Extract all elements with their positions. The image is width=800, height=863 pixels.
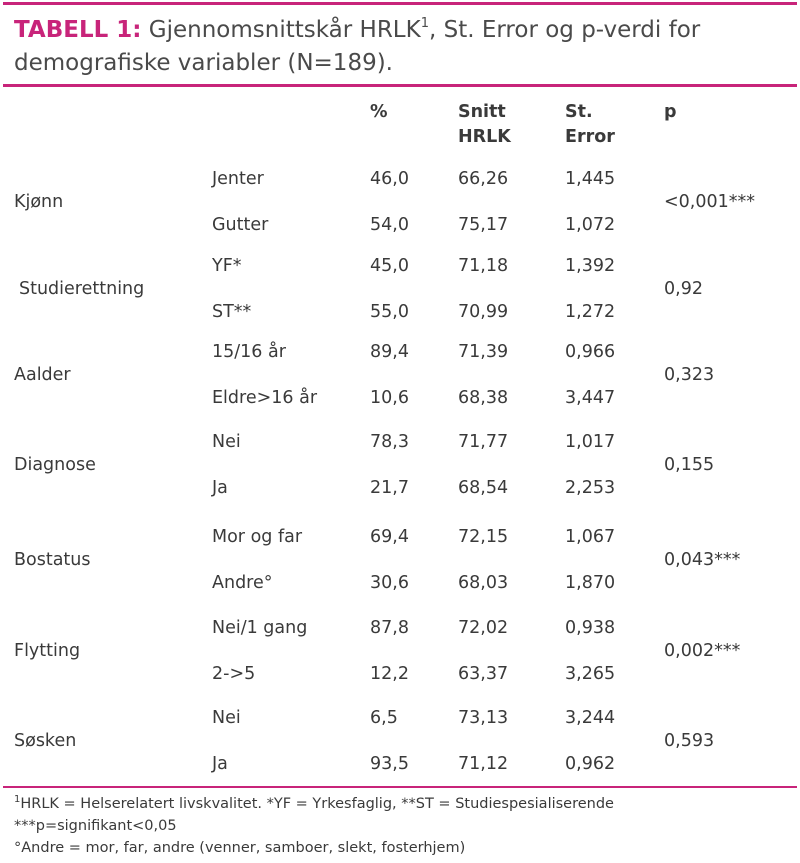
percent-value: 54,0 [370,215,409,235]
category-label: Mor og far [212,527,303,547]
category-label: Eldre>16 år [212,388,318,408]
mean-hrlk-value: 68,38 [458,388,509,408]
category-label: Ja [212,478,228,498]
percent-value: 6,5 [370,708,398,728]
p-value: 0,002*** [664,641,741,661]
percent-value: 89,4 [370,342,409,362]
title-line-2: demografiske variabler (N=189). [14,50,393,76]
title-text-rest: , St. Error og p-verdi for [428,17,701,43]
percent-value: 78,3 [370,432,409,452]
percent-value: 87,8 [370,618,409,638]
variable-label: Diagnose [14,455,96,475]
variable-label: Bostatus [14,550,91,570]
p-value: 0,593 [664,731,715,751]
p-value: 0,155 [664,455,715,475]
st-error-value: 3,244 [565,708,616,728]
title-text: Gjennomsnittskår HRLK [148,17,421,43]
percent-value: 69,4 [370,527,409,547]
percent-value: 46,0 [370,169,409,189]
mean-hrlk-value: 71,12 [458,754,509,774]
category-label: Andre° [212,573,273,593]
mean-hrlk-value: 72,02 [458,618,509,638]
category-label: ST** [212,302,252,322]
footnote-1 [14,795,614,814]
mean-hrlk-value: 68,54 [458,478,509,498]
st-error-value: 1,067 [565,527,616,547]
category-label: 2->5 [212,664,256,684]
p-value: 0,92 [664,279,703,299]
mean-hrlk-value: 66,26 [458,169,509,189]
title-superscript: 1 [420,16,429,31]
mean-hrlk-value: 68,03 [458,573,509,593]
variable-label: Studierettning [19,279,145,299]
p-value: 0,043*** [664,550,741,570]
mean-hrlk-value: 75,17 [458,215,509,235]
st-error-value: 1,017 [565,432,616,452]
footnote-3: °Andre = mor, far, andre (venner, samboer, slekt, fosterhjem) [14,840,466,856]
percent-value: 55,0 [370,302,409,322]
percent-value: 93,5 [370,754,409,774]
st-error-value: 3,265 [565,664,616,684]
st-error-value: 0,938 [565,618,616,638]
bottom-rule [3,786,797,788]
st-error-value: 1,272 [565,302,616,322]
category-label: Gutter [212,215,269,235]
st-error-value: 1,870 [565,573,616,593]
percent-value: 12,2 [370,664,409,684]
variable-label: Flytting [14,641,81,661]
table-title [14,14,784,80]
mean-hrlk-value: 71,18 [458,256,509,276]
footnote-1-marker: 1 [14,794,21,805]
category-label: Nei/1 gang [212,618,308,638]
p-value: 0,323 [664,365,715,385]
category-label: YF* [212,256,242,276]
mean-hrlk-value: 63,37 [458,664,509,684]
st-error-value: 0,962 [565,754,616,774]
category-label: Jenter [212,169,264,189]
title-line-1 [14,14,784,47]
percent-value: 10,6 [370,388,409,408]
header-percent: % [370,102,388,122]
header-p: p [664,102,677,122]
st-error-value: 2,253 [565,478,616,498]
mean-hrlk-value: 71,77 [458,432,509,452]
mean-hrlk-value: 70,99 [458,302,509,322]
p-value: <0,001*** [664,192,756,212]
variable-label: Kjønn [14,192,64,212]
percent-value: 30,6 [370,573,409,593]
category-label: Ja [212,754,228,774]
st-error-value: 1,445 [565,169,616,189]
title-rule [3,84,797,87]
mean-hrlk-value: 71,39 [458,342,509,362]
footnote-1-text: HRLK = Helserelatert livskvalitet. *YF = Yrkesfaglig, **ST = Studiespesialiserende [20,796,614,812]
header-mean-line2: HRLK [458,127,511,147]
percent-value: 45,0 [370,256,409,276]
category-label: 15/16 år [212,342,286,362]
category-label: Nei [212,708,241,728]
footnote-2: ***p=signifikant<0,05 [14,818,177,834]
st-error-value: 0,966 [565,342,616,362]
st-error-value: 1,392 [565,256,616,276]
header-mean-line1: Snitt [458,102,506,122]
table-label: TABELL 1: [14,17,142,43]
header-se-line2: Error [565,127,615,147]
variable-label: Søsken [14,731,77,751]
percent-value: 21,7 [370,478,409,498]
category-label: Nei [212,432,241,452]
st-error-value: 3,447 [565,388,616,408]
top-rule [3,2,797,5]
variable-label: Aalder [14,365,71,385]
mean-hrlk-value: 73,13 [458,708,509,728]
mean-hrlk-value: 72,15 [458,527,509,547]
st-error-value: 1,072 [565,215,616,235]
header-se-line1: St. [565,102,593,122]
